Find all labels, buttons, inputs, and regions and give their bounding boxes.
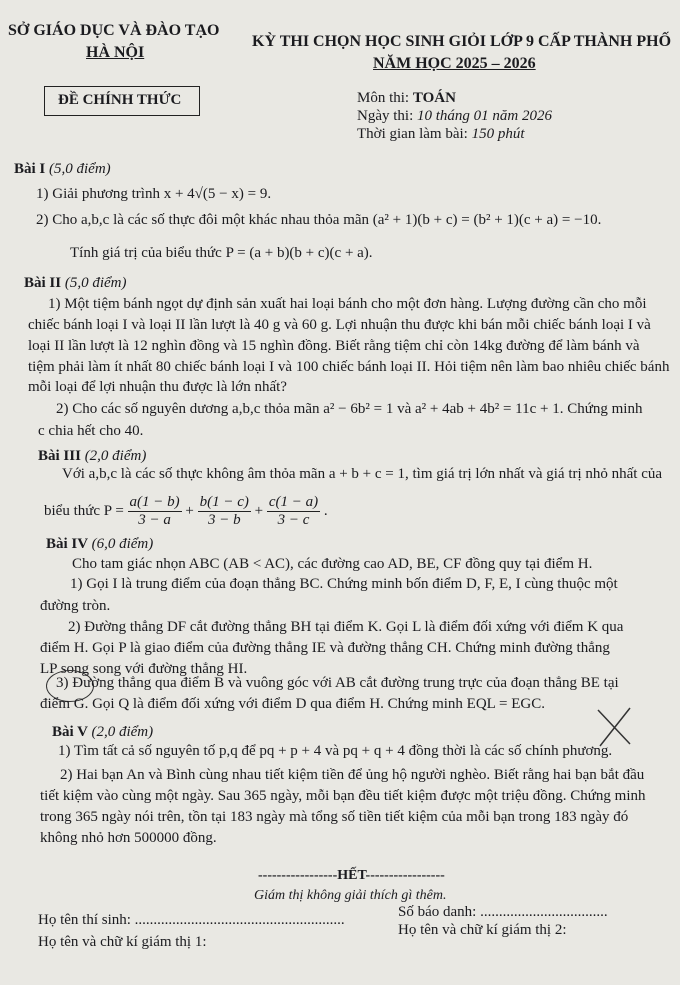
- candidate-number: Số báo danh: ..................................: [398, 904, 608, 920]
- bai5-l5: không nhỏ hơn 500000 đồng.: [40, 830, 217, 846]
- bai2-heading: [24, 275, 127, 292]
- bai4-l5: LP song song với đường thẳng HI.: [40, 661, 248, 677]
- bai5-l4: trong 365 ngày nói trên, tồn tại 183 ngày mà tổng số tiền tiết kiệm của mỗi bạn trong 183 ngày đó: [40, 809, 629, 825]
- fraction-1: [128, 494, 182, 529]
- bai2-l3: loại II lần lượt là 12 nghìn đồng và 15 nghìn đồng. Biết rằng tiệm chỉ còn 14kg đường để làm bánh và: [28, 338, 640, 354]
- time-row: [357, 126, 525, 143]
- bai4-l0: Cho tam giác nhọn ABC (AB < AC), các đường cao AD, BE, CF đồng quy tại điểm H.: [72, 556, 593, 572]
- bai3-title: Bài III: [38, 448, 85, 464]
- bai2-points: (5,0 điểm): [64, 275, 127, 291]
- proctor2: Họ tên và chữ kí giám thị 2:: [398, 922, 567, 938]
- bai1-heading: [14, 161, 111, 178]
- bai4-l3: 2) Đường thẳng DF cắt đường thẳng BH tại điểm K. Gọi L là điểm đối xứng với điểm K qua: [68, 619, 624, 635]
- bai2-l6: 2) Cho các số nguyên dương a,b,c thỏa mãn a² − 6b² = 1 và a² + 4ab + 4b² = 11c + 1. Chứng minh: [56, 401, 643, 417]
- subject-label: Môn thi:: [357, 90, 413, 106]
- bai2-l5: mỗi loại để lợi nhuận thu được là lớn nhất?: [28, 379, 287, 395]
- bai5-heading: [52, 724, 153, 741]
- bai4-l2: đường tròn.: [40, 598, 111, 614]
- bai5-title: Bài V: [52, 724, 92, 740]
- bai3-points: (2,0 điểm): [84, 448, 147, 464]
- date: 10 tháng 01 năm 2026: [417, 108, 552, 124]
- time: 150 phút: [471, 126, 525, 142]
- bai4-l6: 3) Đường thẳng qua điểm B và vuông góc với AB cắt đường trung trực của đoạn thẳng BE tại: [56, 675, 619, 691]
- bai4-l1: 1) Gọi I là trung điểm của đoạn thẳng BC. Chứng minh bốn điểm D, F, E, I cùng thuộc một: [70, 576, 618, 592]
- fraction-3-den: 3 − c: [277, 512, 310, 528]
- fraction-1-num: a(1 − b): [129, 494, 180, 510]
- fraction-2: [198, 494, 251, 529]
- bai4-l7: điểm G. Gọi Q là điểm đối xứng với điểm D qua điểm H. Chứng minh EQL = EGC.: [40, 696, 545, 712]
- bai4-title: Bài IV: [46, 536, 92, 552]
- fraction-1-den: 3 − a: [138, 512, 171, 528]
- bai1-q2b: Tính giá trị của biểu thức P = (a + b)(b + c)(c + a).: [70, 245, 373, 261]
- plus-1: +: [185, 502, 194, 519]
- date-row: [357, 108, 552, 125]
- time-label: Thời gian làm bài:: [357, 126, 472, 142]
- bai1-q2: 2) Cho a,b,c là các số thực đôi một khác nhau thỏa mãn (a² + 1)(b + c) = (b² + 1)(c + a) = −10.: [36, 212, 602, 228]
- bai3-heading: [38, 448, 146, 465]
- bai1-title: Bài I: [14, 161, 50, 177]
- bai5-l3: tiết kiệm vào cùng một ngày. Sau 365 ngày, mỗi bạn đều tiết kiệm được một triệu đồng. Chứng minh: [40, 788, 646, 804]
- bai4-points: (6,0 điểm): [91, 536, 154, 552]
- dept-line2: HÀ NỘI: [86, 44, 145, 61]
- fraction-2-num: b(1 − c): [199, 494, 249, 510]
- bai5-points: (2,0 điểm): [91, 724, 154, 740]
- date-label: Ngày thi:: [357, 108, 417, 124]
- bai3-expression: [44, 494, 328, 529]
- exam-title: KỲ THI CHỌN HỌC SINH GIỎI LỚP 9 CẤP THÀNH PHỐ: [252, 33, 672, 50]
- fraction-3: [267, 494, 320, 529]
- bai2-l2: chiếc bánh loại I và loại II lần lượt là 40 g và 60 g. Lợi nhuận thu được khi bán mỗi chiếc bánh loại I và: [28, 317, 651, 333]
- dept-line1: SỞ GIÁO DỤC VÀ ĐÀO TẠO: [8, 22, 220, 39]
- bai2-l4: tiệm phải làm ít nhất 80 chiếc bánh loại I và 100 chiếc bánh loại II. Hỏi tiệm nên làm bao nhiêu chiếc bánh: [28, 359, 670, 375]
- footer-note: Giám thị không giải thích gì thêm.: [254, 888, 447, 903]
- bai1-points: (5,0 điểm): [49, 161, 111, 177]
- bai4-l4: điểm H. Gọi P là giao điểm của đường thẳng IE và đường thẳng CH. Chứng minh đường thẳng: [40, 640, 610, 656]
- bai1-q1: 1) Giải phương trình x + 4√(5 − x) = 9.: [36, 186, 272, 202]
- subject-row: [357, 90, 456, 107]
- plus-2: +: [254, 502, 264, 519]
- bai2-l7: c chia hết cho 40.: [38, 423, 144, 439]
- expression-end: .: [323, 502, 328, 519]
- end-mark: -----------------HẾT-----------------: [258, 868, 445, 883]
- bai3-l1: Với a,b,c là các số thực không âm thỏa mãn a + b + c = 1, tìm giá trị lớn nhất và giá trị nhỏ nhất của: [62, 466, 663, 482]
- bai5-l2: 2) Hai bạn An và Bình cùng nhau tiết kiệm tiền để ủng hộ người nghèo. Biết rằng hai bạn bắt đầu: [60, 767, 645, 783]
- bai2-l1: 1) Một tiệm bánh ngọt dự định sản xuất hai loại bánh cho một đơn hàng. Lượng đường cần cho mỗi: [48, 296, 647, 312]
- proctor1: Họ tên và chữ kí giám thị 1:: [38, 934, 207, 950]
- school-year: NĂM HỌC 2025 – 2026: [373, 55, 536, 72]
- bai4-heading: [46, 536, 153, 553]
- fraction-3-num: c(1 − a): [268, 494, 319, 510]
- official-label: ĐỀ CHÍNH THỨC: [58, 92, 182, 108]
- subject: TOÁN: [412, 90, 456, 106]
- fraction-2-den: 3 − b: [207, 512, 241, 528]
- bai3-prefix: biểu thức P =: [44, 502, 128, 519]
- bai5-l1: 1) Tìm tất cả số nguyên tố p,q để pq + p + 4 và pq + q + 4 đồng thời là các số chính phương.: [58, 743, 613, 759]
- candidate-name: Họ tên thí sinh: ........................................................: [38, 912, 345, 928]
- bai2-title: Bài II: [24, 275, 65, 291]
